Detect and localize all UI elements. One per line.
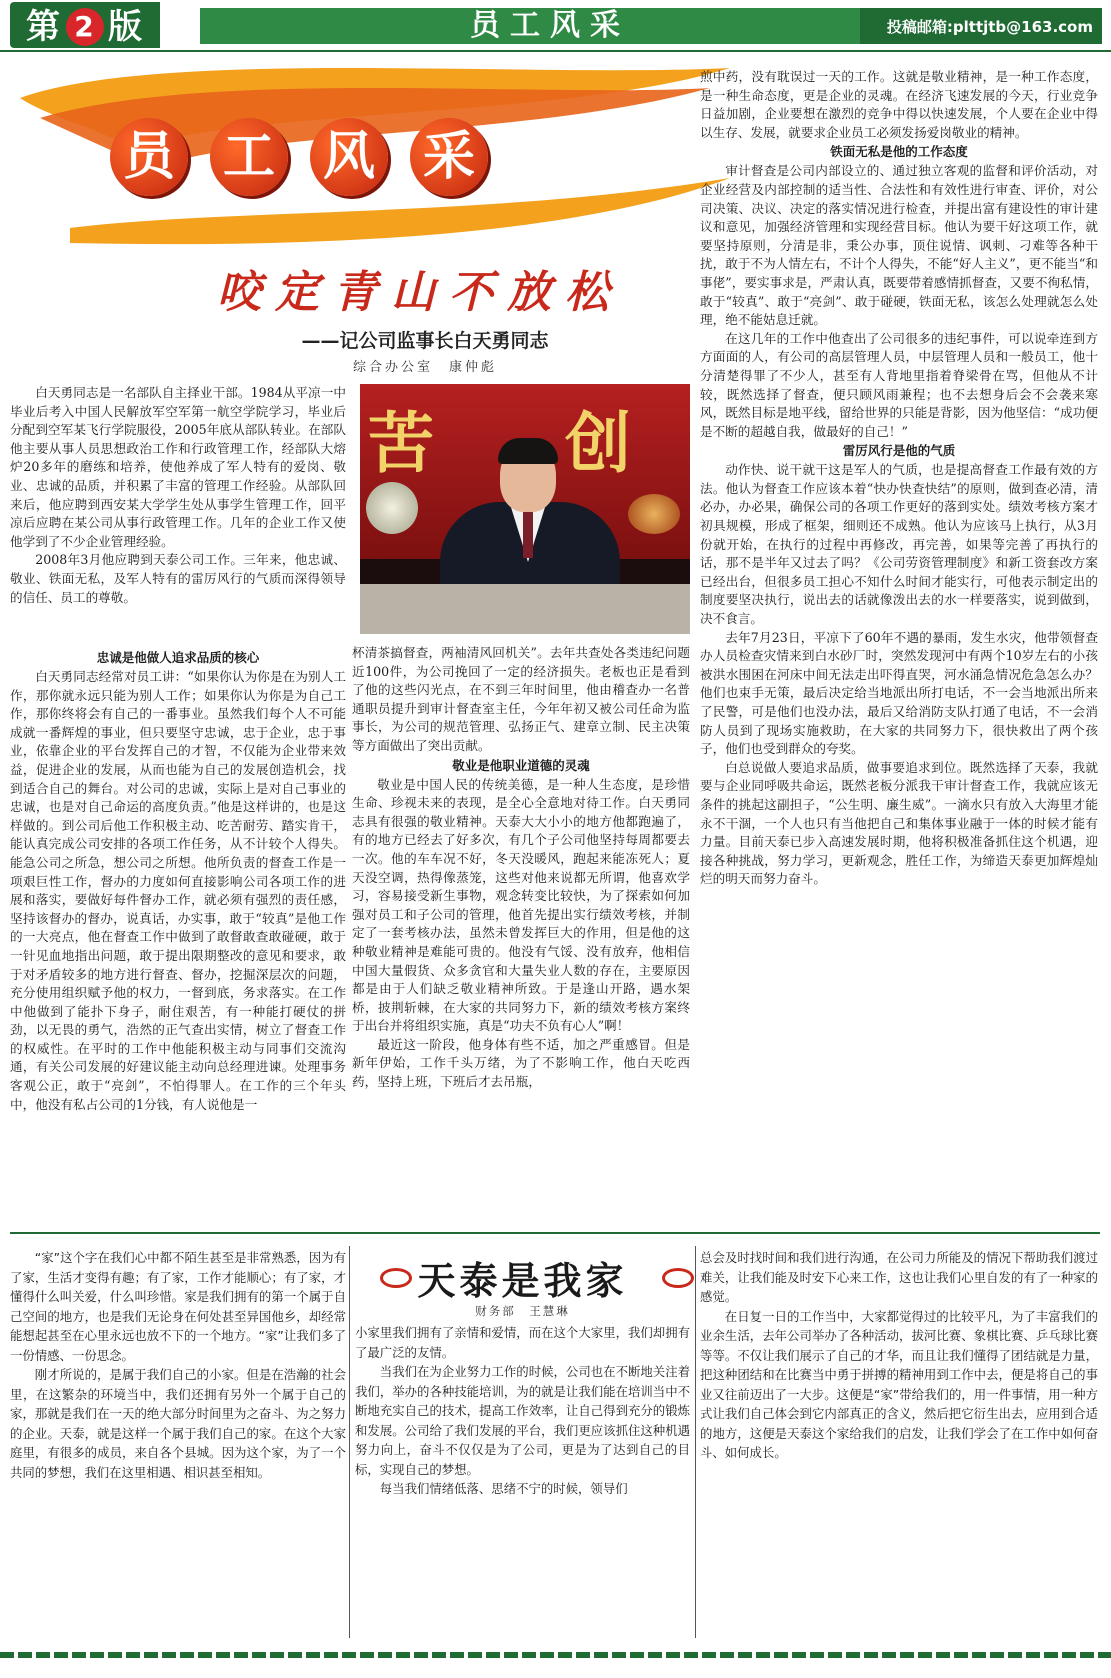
paragraph: 小家里我们拥有了亲情和爱情，而在这个大家里，我们却拥有了最广泛的友情。: [355, 1325, 690, 1360]
paragraph: 动作快、说干就干这是军人的气质，也是提高督查工作最有效的方法。他认为督查工作应该本着“快办快查快结”的原则，做到查必清，清必办，办必果，确保公司的各项工作更好的落到实处。绩效考核方案才初具规模，形成了框架，细则还不成熟。他认为应该马上执行，从3月份就开始，在执行的过程中再修改，再完善，如果等完善了再执行的话，那不是半年又过去了吗？《公司劳资管理制度》和新工资套改方案已经出台，但很多员工担心不知什么时间才能实行，可他表示制定出的制度要坚决执行，说出去的话就像泼出去的水一样要落实，说到做到，决不食言。: [700, 462, 1098, 627]
paragraph: 每当我们情绪低落、思绪不宁的时候，领导们: [379, 1481, 628, 1496]
banner-char-2: 工: [210, 118, 288, 196]
banner-char-1: 员: [110, 118, 188, 196]
footer-stripe: [0, 1652, 1111, 1658]
subheading-loyalty: 忠诚是他做人追求品质的核心: [96, 650, 260, 665]
edition-label: 第 2 版: [26, 7, 144, 47]
paragraph: 总会及时找时间和我们进行沟通，在公司力所能及的情况下帮助我们渡过难关，让我们能及时安下心来工作，这也让我们心里自发的有了一种家的感觉。: [700, 1250, 1098, 1304]
backdrop-glyph: 苦: [368, 405, 434, 482]
paragraph: 杯清茶搞督查，两袖清风回机关”。去年共查处各类违纪问题近100件，为公司挽回了一定的经济损失。老板也正是看到了他的这些闪光点，在不到三年时间里，他由稽查办一名普通职员提升到审计督查室主任，今年年初又被公司任命为监事长，为公司的规范管理、弘扬正气、建章立制、民主决策等方面做出了突出贡献。: [352, 645, 690, 753]
article2-column-1: [10, 1248, 346, 1640]
section-band: [200, 8, 900, 44]
paragraph: 白天勇同志是一名部队自主择业干部。1984从平凉一中毕业后考入中国人民解放军空军第一航空学院学习，毕业后分配到空军某飞行学院服役，2005年底从部队转业。在部队他主要从事人员思想政治工作和行政管理工作，经部队大熔炉20多年的磨练和培养，使他养成了军人特有的爱岗、敬业、忠诚的品质，并积累了丰富的管理工作经验。从部队回来后，他应聘到西安某大学学生处从事学生管理工作，回平凉后应聘在某公司从事行政管理工作。几年的企业工作又使他学到了不少企业管理经验。: [10, 385, 346, 549]
ornament-right-icon: [662, 1268, 694, 1288]
subheading-integrity: 铁面无私是他的工作态度: [830, 144, 968, 160]
article-column-1b: [10, 648, 346, 1228]
masthead: [0, 0, 1111, 52]
paragraph: 审计督查是公司内部设立的、通过独立客观的监督和评价活动，对企业经营及内部控制的适当性、合法性和有效性进行审查、评价，对公司决策、决议、决定的落实情况进行检查，并提出富有建设性的审计建议和意见，加强经济管理和实现经营目标。他认为要干好这项工作，就要坚持原则，分清是非，秉公办事，顶住说情、讽刺、刁难等各种干扰，敢于不为人情左右，不计个人得失，不能“好人主义”，更不能当“和事佬”，要实事求是，严肃认真，既要带着感情抓督查，又要不徇私情，敢于“较真”、敢于“亮剑”、敢于碰硬，铁面无私，该怎么处理就怎么处理，绝不能姑息迁就。: [700, 163, 1098, 328]
paragraph: 在日复一日的工作当中，大家都觉得过的比较平凡，为了丰富我们的业余生活，去年公司举办了各种活动，拔河比赛、象棋比赛、乒乓球比赛等等。不仅让我们展示了自己的才华，而且让我们懂得了团结就是力量，把这种团结和在比赛当中勇于拼搏的精神用到工作中去，便是将自己的事业又往前迈出了一大步。这便是“家”带给我们的，用一件事情，用一种方式让我们自己体会到它内部真正的含义，然后把它衍生出去，应用到合适的地方，这便是天泰这个家给我们的启发，让我们学会了在工作中如何奋斗、如何成长。: [700, 1308, 1098, 1460]
backdrop-glyph: 创: [565, 405, 631, 482]
banner-char-3: 风: [310, 118, 388, 196]
article2-column-2: [355, 1323, 690, 1640]
article-column-2: [352, 644, 690, 1228]
paragraph: 敬业是中国人民的传统美德，是一种人生态度，是珍惜生命、珍视未来的表现，是全心全意地对待工作。白天勇同志具有很强的敬业精神。天泰大大小小的地方他都跑遍了，有的地方已经去了好多次，有几个子公司他坚持每周都要去一次。他的车车况不好，冬天没暖风，跑起来能冻死人；夏天没空调，热得像蒸笼，这些对他来说都无所谓，他喜欢学习，容易接受新生事物，观念转变比较快，为了探索如何加强对员工和子公司的管理，他首先提出实行绩效考核，并制定了一套考核办法，虽然未曾发挥巨大的作用，但是他的这种敬业精神是难能可贵的。他没有气馁、没有放弃，他相信中国大量假货、众多贪官和大量失业人数的存在，主要原因都是由于人们缺乏敬业精神所致。于是逢山开路，遇水架桥，披荆斩棘，在大家的共同努力下，新的绩效考核方案终于出台并将组织实施，真是“功夫不负有心人”啊！: [352, 776, 690, 1034]
paragraph: 最近这一阶段，他身体有些不适，加之严重感冒。但是新年伊始，工作千头万绪，为了不影响工作，他白天吃西药，坚持上班，下班后才去吊瓶，: [352, 1036, 690, 1090]
paragraph: “家”这个字在我们心中都不陌生甚至是非常熟悉，因为有了家，生活才变得有趣；有了家，工作才能顺心；有了家，才懂得什么叫关爱，什么叫珍惜。家是我们拥有的第一个属于自己空间的地方，也是我们无论身在何处甚至异国他乡，却经常能想起甚至在心里永远也放不下的一个地方。“家”让我们多了一份情感、一份思念。: [10, 1250, 346, 1363]
portrait-photo: [360, 384, 690, 634]
edition-block: [10, 2, 160, 48]
column-rule: [349, 1246, 350, 1638]
article-title: 咬定青山不放松: [217, 267, 623, 318]
banner-characters: [110, 118, 510, 208]
paragraph: 刚才所说的，是属于我们自己的小家。但是在浩瀚的社会里，在这繁杂的环境当中，我们还拥有另外一个属于自己的家，那就是我们在一天的绝大部分时间里为之奋斗、为之努力的企业。天泰，就是这样一个属于我们自己的家。在这个大家庭里，有很多的成员，来自各个县城。因为这个家，为了一个共同的梦想，我们在这里相遇、相识甚至相知。: [10, 1367, 346, 1480]
submission-email: 投稿邮箱:plttjtb@163.com: [886, 18, 1093, 36]
article-column-1: [10, 384, 346, 646]
article-subtitle: ——记公司监事长白天勇同志: [301, 330, 549, 352]
article-byline: 综合办公室 康仲彪: [352, 360, 497, 375]
paragraph: 2008年3月他应聘到天泰公司工作。三年来，他忠诚、敬业、铁面无私，及军人特有的雷厉风行的气质而深得领导的信任、员工的尊敬。: [10, 552, 346, 605]
subheading-swiftness: 雷厉风行是他的气质: [842, 443, 956, 459]
article2-byline: 财务部 王慧琳: [475, 1304, 570, 1318]
column-rule: [695, 1246, 696, 1638]
article2-column-3: [700, 1248, 1098, 1640]
edition-number: 2: [66, 8, 104, 46]
paragraph: 当我们在为企业努力工作的时候，公司也在不断地关注着我们，举办的各种技能培训，为的就是让我们能在培训当中不断地充实自己的技术，提高工作效率，让自己得到充分的锻炼和发展。公司给了我们发展的平台，我们更应该抓住这种机遇努力向上，奋斗不仅仅是为了公司，更是为了达到自己的目标，实现自己的梦想。: [355, 1364, 690, 1477]
section-banner: [10, 58, 740, 258]
section-divider: [10, 1232, 1100, 1234]
paragraph: 在这几年的工作中他查出了公司很多的违纪事件，可以说牵连到方方面面的人，有公司的高层管理人员，中层管理人员和一般员工，他十分清楚得罪了不少人，甚至有人背地里指着脊梁骨在骂，但他从不计较，既然选择了督查，便只顾风雨兼程；也不去想身后会不会袭来寒风，既然目标是地平线，留给世界的只能是背影，因为他坚信：“成功便是不断的超越自我，做最好的自己！”: [700, 330, 1098, 439]
subheading-dedication: 敬业是他职业道德的灵魂: [452, 757, 590, 773]
section-title: 员工风采: [470, 8, 630, 43]
article-column-3: [700, 68, 1098, 1228]
paragraph: 白天勇同志经常对员工讲：“如果你认为你是在为别人工作，那你就永远只能为别人工作；如果你认为你是为自己工作，那你终将会有自己的一番事业。虽然我们每个人不可能成就一番辉煌的事业，但只要坚守忠诚，忠于企业，忠于事业，依靠企业的平台发挥自己的才智，不仅能为企业带来效益，促进企业的发展，从而也能为自己的发展创造机会，找到适合自己的舞台。对公司的忠诚，实际上是对自己事业的忠诚，也是对自己命运的高度负责。”他是这样讲的，也是这样做的。到公司后他工作积极主动、吃苦耐劳、踏实肯干，能认真完成公司安排的各项工作任务，从不计较个人得失。能急公司之所急，想公司之所想。他所负责的督查工作是一项艰巨性工作，督办的力度如何直接影响公司各项工作的进展和落实，要做好每件督办工作，就必须有强烈的责任感，坚持该督办的督办，说真话，办实事，敢于“较真”是他工作的一大亮点，他在督查工作中做到了敢督敢查敢碰硬，敢于一针见血地指出问题，敢于提出限期整改的意见和要求，敢于对矛盾较多的地方进行督查、督办，挖掘深层次的问题，充分使用组织赋予他的权力，一督到底，务求落实。在工作中他做到了能扑下身子，耐住艰苦，有一种能打硬仗的拼劲，以无畏的勇气，浩然的正气查出实情，树立了督查工作的权威性。在平时的工作中他能积极主动与同事们交流沟通，有关公司发展的好建议能主动向总经理进谏。处理事务客观公正，敢于“亮剑”，不怕得罪人。在工作的三个年头中，他没有私占公司的1分钱，有人说他是一: [10, 669, 346, 1112]
paragraph: 去年7月23日，平凉下了60年不遇的暴雨，发生水灾，他带领督查办人员检查灾情来到白水砂厂时，突然发现河中有两个10岁左右的小孩被洪水围困在河床中间无法走出吓得直哭，河水涌急情况危急怎么办？他们也束手无策，最后决定给当地派出所打电话，不一会当地派出所来了民警，可是他们也没办法，最后又给消防支队打通了电话，不一会消防人员到了现场实施救助，在大家的共同努力下，很快救出了两个孩子，他们也受到群众的夸奖。: [700, 629, 1098, 757]
banner-char-4: 采: [410, 118, 488, 196]
paragraph: 煎中药，没有耽误过一天的工作。这就是敬业精神，是一种工作态度，是一种生命态度，更是企业的灵魂。在经济飞速发展的今天，行业竞争日益加剧，企业要想在激烈的竞争中得以快速发展，个人要在企业中得以生存、发展，就要求企业员工必须发扬爱岗敬业的精神。: [700, 69, 1098, 140]
article2-title: 天泰是我家: [417, 1259, 628, 1303]
paragraph: 白总说做人要追求品质，做事要追求到位。既然选择了天泰，我就要与企业同呼吸共命运，既然老板分派我干审计督查工作，我就应该无条件的挑起这副担子，“公生明、廉生威”。一滴水只有放入大海里才能永不干涸，一个人也只有当他把自己和集体事业融于一体的时候才能有力量。目前天泰已步入高速发展时期，他将积极准备抓住这个机遇，迎接各种挑战，努力学习，更新观念，胜任工作，为缔造天泰更加辉煌灿烂的明天而努力奋斗。: [700, 759, 1098, 887]
